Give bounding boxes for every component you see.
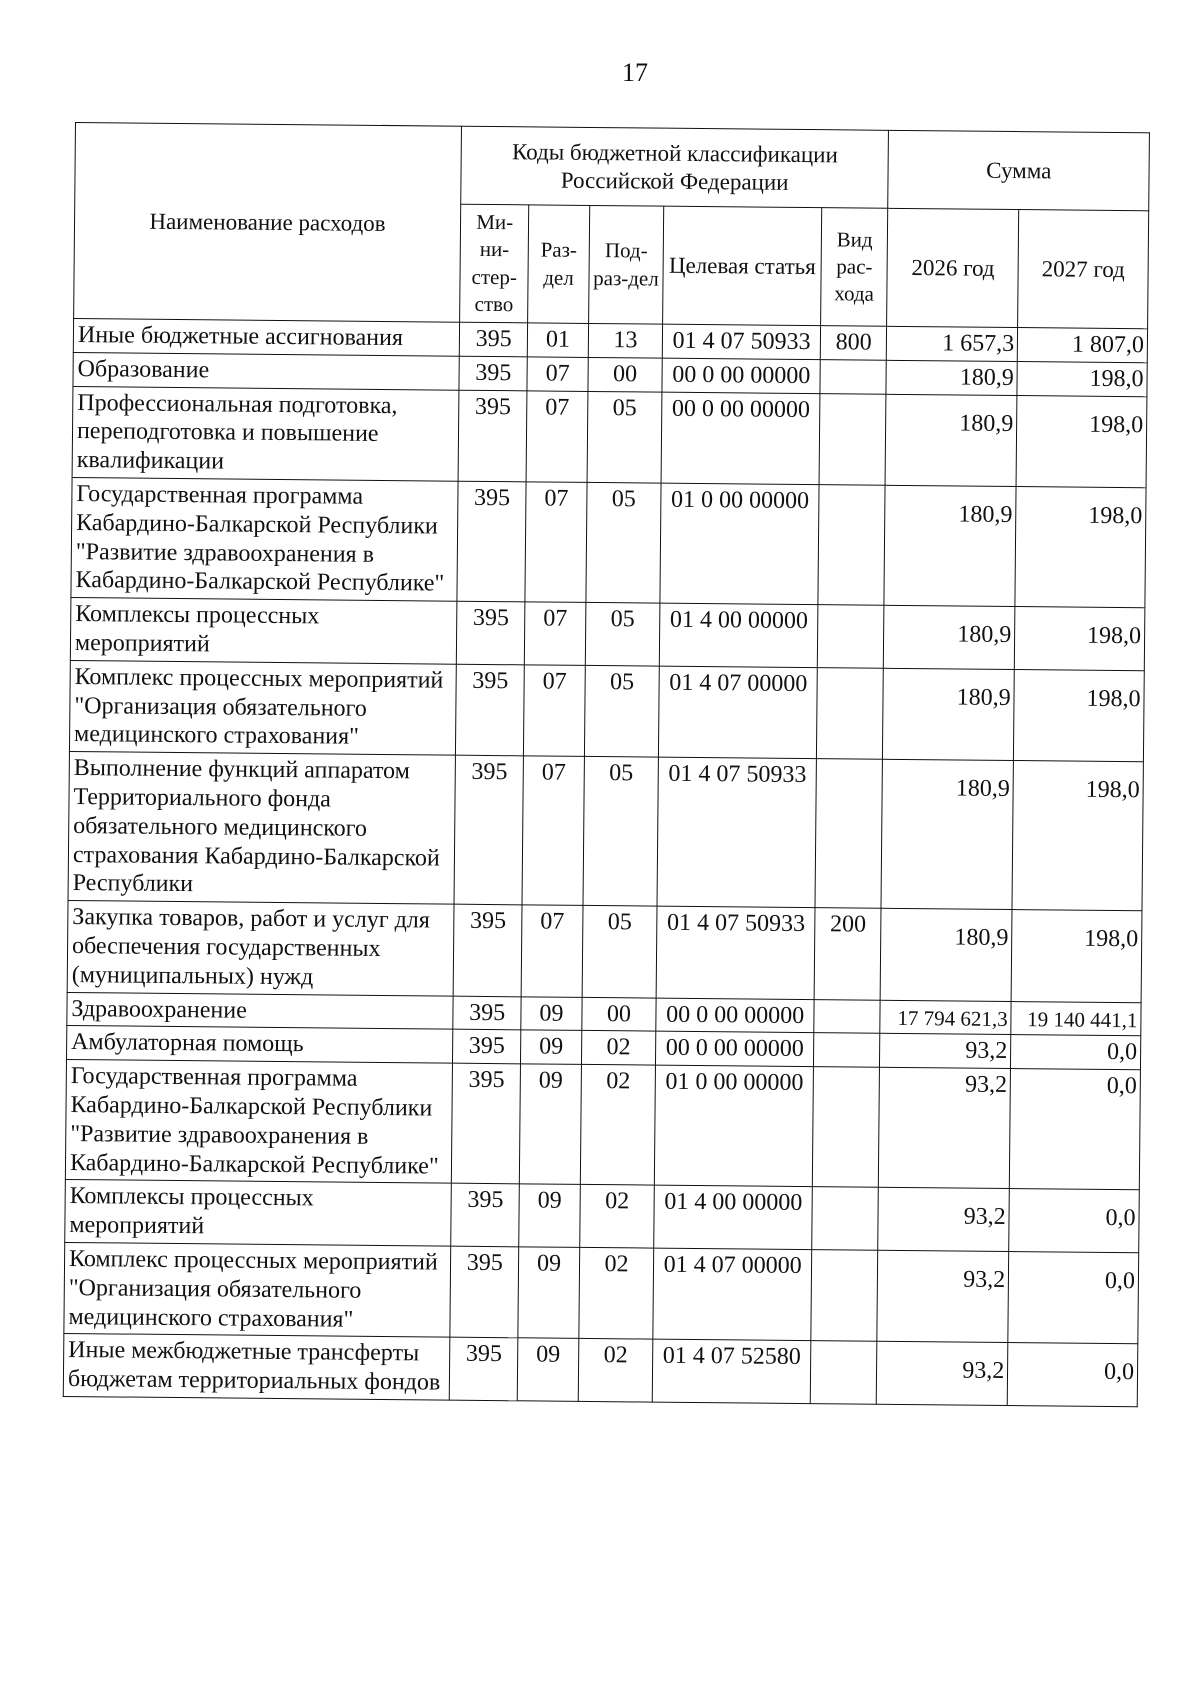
target-code: 00 0 00 00000 (656, 998, 814, 1033)
ministry-code: 395 (457, 481, 527, 602)
target-code: 00 0 00 00000 (656, 1031, 814, 1066)
target-code: 01 4 07 50933 (657, 757, 816, 907)
amount-2026: 180,9 (881, 759, 1013, 909)
header-ministry: Ми-ни-стер-ство (460, 204, 530, 323)
section-code: 07 (527, 390, 588, 482)
section-code: 01 (528, 323, 588, 357)
target-code: 01 4 07 00000 (653, 1248, 812, 1341)
expense-name: Закупка товаров, работ и услуг для обеспечения государственных (муниципальных) нужд (67, 901, 454, 996)
expense-name: Комплекс процессных мероприятий "Организация обязательного медицинского страхования" (64, 1242, 451, 1337)
table-body (63, 318, 1147, 1406)
expense-name: Государственная программа Кабардино-Балкарской Республики "Развитие здравоохранения в Кабардино-Балкарской Республике" (65, 1060, 452, 1184)
ministry-code: 395 (454, 755, 524, 905)
expense-type-code (812, 1067, 880, 1188)
expense-name: Комплексы процессных мероприятий (70, 598, 457, 664)
section-code: 07 (524, 665, 585, 757)
section-code: 09 (518, 1247, 579, 1339)
table-row (71, 477, 1146, 607)
expense-name: Комплекс процессных мероприятий "Организация обязательного медицинского страхования" (69, 660, 456, 755)
target-code: 01 4 07 00000 (659, 666, 818, 759)
ministry-code: 395 (449, 1337, 518, 1400)
expense-type-code (814, 1033, 881, 1067)
amount-2026: 180,9 (886, 360, 1017, 395)
amount-2027: 198,0 (1011, 910, 1142, 1003)
expense-name: Иные бюджетные ассигнования (73, 318, 459, 356)
ministry-code: 395 (458, 390, 527, 482)
subsection-code: 05 (587, 391, 663, 483)
header-expense-type: Вид рас-хода (821, 208, 889, 327)
table-row (68, 752, 1143, 911)
expense-name: Выполнение функций аппаратом Территориального фонда обязательного медицинского страхования Кабардино-Балкарской Республики (68, 752, 455, 905)
expense-type-code (816, 667, 883, 759)
expense-name: Государственная программа Кабардино-Балкарской Республики "Развитие здравоохранения в Кабардино-Балкарской Республике" (71, 477, 458, 601)
expense-name: Комплексы процессных мероприятий (65, 1180, 452, 1246)
target-code: 00 0 00 00000 (662, 358, 820, 393)
section-code: 07 (527, 357, 587, 391)
expense-type-code (812, 1187, 879, 1250)
section-code: 09 (520, 1064, 581, 1185)
ministry-code: 395 (453, 996, 522, 1030)
budget-table-wrapper (63, 122, 1150, 1407)
amount-2027: 198,0 (1015, 607, 1145, 671)
expense-type-code: 200 (814, 908, 881, 1000)
amount-2027: 0,0 (1011, 1035, 1141, 1070)
ministry-code: 395 (459, 356, 528, 390)
section-code: 09 (518, 1338, 579, 1401)
amount-2026: 180,9 (881, 908, 1013, 1001)
amount-2026: 180,9 (883, 668, 1015, 761)
amount-2027: 198,0 (1016, 395, 1147, 488)
budget-table (63, 122, 1150, 1407)
table-row (69, 660, 1144, 762)
ministry-code: 395 (450, 1246, 519, 1338)
subsection-code: 02 (581, 1031, 656, 1066)
ministry-code: 395 (456, 601, 525, 664)
target-code: 01 0 00 00000 (660, 483, 819, 605)
subsection-code: 05 (582, 906, 658, 998)
section-code: 09 (519, 1184, 580, 1247)
subsection-code: 00 (581, 997, 656, 1032)
expense-type-code (811, 1250, 878, 1342)
amount-2026: 93,2 (879, 1067, 1011, 1188)
ministry-code: 395 (453, 904, 522, 996)
subsection-code: 05 (583, 757, 659, 907)
header-expense-name: Наименование расходов (74, 123, 462, 323)
amount-2027: 198,0 (1015, 487, 1146, 608)
amount-2026: 93,2 (878, 1188, 1009, 1252)
section-code: 07 (522, 756, 584, 906)
table-row (65, 1060, 1140, 1190)
expense-name: Здравоохранение (67, 992, 453, 1030)
table-row (63, 1334, 1138, 1407)
section-code: 09 (521, 996, 581, 1030)
target-code: 01 4 00 00000 (654, 1185, 812, 1249)
expense-type-code (819, 393, 886, 485)
subsection-code: 05 (584, 665, 660, 757)
amount-2027: 0,0 (1007, 1343, 1137, 1407)
table-header (74, 123, 1150, 329)
target-code: 01 4 00 00000 (660, 603, 818, 667)
amount-2027: 0,0 (1008, 1251, 1139, 1344)
subsection-code: 00 (588, 357, 663, 392)
expense-type-code (817, 605, 884, 668)
section-code: 07 (525, 602, 586, 665)
subsection-code: 05 (586, 482, 662, 603)
section-code: 07 (522, 905, 583, 997)
section-code: 07 (525, 482, 586, 603)
target-code: 01 4 07 50933 (663, 324, 821, 359)
target-code: 01 4 07 50933 (656, 906, 815, 999)
subsection-code: 02 (578, 1339, 653, 1402)
target-code: 01 4 07 52580 (653, 1339, 811, 1403)
amount-2026: 93,2 (880, 1034, 1011, 1069)
ministry-code: 395 (455, 664, 524, 756)
amount-2026: 93,2 (877, 1342, 1008, 1406)
amount-2026: 1 657,3 (887, 326, 1018, 361)
table-row (72, 386, 1147, 488)
header-sum-group: Сумма (888, 130, 1149, 210)
expense-type-code: 800 (820, 326, 887, 360)
expense-name: Иные межбюджетные трансферты бюджетам территориальных фондов (63, 1334, 450, 1400)
expense-type-code (820, 359, 887, 393)
subsection-code: 02 (579, 1185, 654, 1248)
expense-type-code (818, 485, 886, 606)
subsection-code: 13 (588, 323, 663, 358)
table-row (65, 1180, 1140, 1253)
expense-type-code (814, 999, 881, 1033)
amount-2026: 93,2 (877, 1250, 1009, 1343)
amount-2026: 180,9 (884, 485, 1016, 606)
ministry-code: 395 (459, 322, 528, 356)
subsection-code: 05 (585, 603, 660, 666)
amount-2026: 180,9 (886, 394, 1018, 487)
amount-2027: 0,0 (1009, 1189, 1139, 1253)
table-row (70, 598, 1145, 671)
header-year-2026: 2026 год (887, 208, 1019, 327)
header-section: Раз-дел (528, 205, 589, 324)
expense-type-code (815, 759, 883, 909)
amount-2026: 180,9 (884, 605, 1015, 669)
ministry-code: 395 (451, 1063, 521, 1184)
expense-name: Амбулаторная помощь (66, 1026, 452, 1064)
subsection-code: 02 (578, 1247, 654, 1339)
amount-2027: 198,0 (1017, 361, 1147, 396)
page-number: 17 (622, 58, 648, 87)
amount-2027: 1 807,0 (1017, 328, 1147, 363)
expense-name: Образование (73, 352, 459, 390)
ministry-code: 395 (451, 1183, 520, 1246)
section-code: 09 (521, 1030, 581, 1064)
amount-2027: 0,0 (1010, 1069, 1141, 1190)
table-row (64, 1242, 1139, 1344)
subsection-code: 02 (580, 1065, 656, 1186)
amount-2027: 198,0 (1012, 761, 1143, 911)
header-target: Целевая статья (663, 206, 822, 326)
amount-2027: 19 140 441,1 (1011, 1001, 1141, 1036)
header-subsection: Под-раз-дел (588, 205, 664, 324)
amount-2027: 198,0 (1014, 669, 1145, 762)
expense-name: Профессиональная подготовка, переподготовка и повышение квалификации (72, 386, 459, 481)
table-row (67, 901, 1142, 1003)
header-year-2027: 2027 год (1018, 210, 1149, 329)
amount-2026: 17 794 621,3 (880, 1000, 1011, 1035)
expense-type-code (810, 1341, 877, 1404)
target-code: 01 0 00 00000 (655, 1065, 814, 1187)
target-code: 00 0 00 00000 (661, 392, 820, 485)
ministry-code: 395 (452, 1029, 521, 1063)
header-codes-group: Коды бюджетной классификации Российской Федерации (461, 126, 889, 208)
